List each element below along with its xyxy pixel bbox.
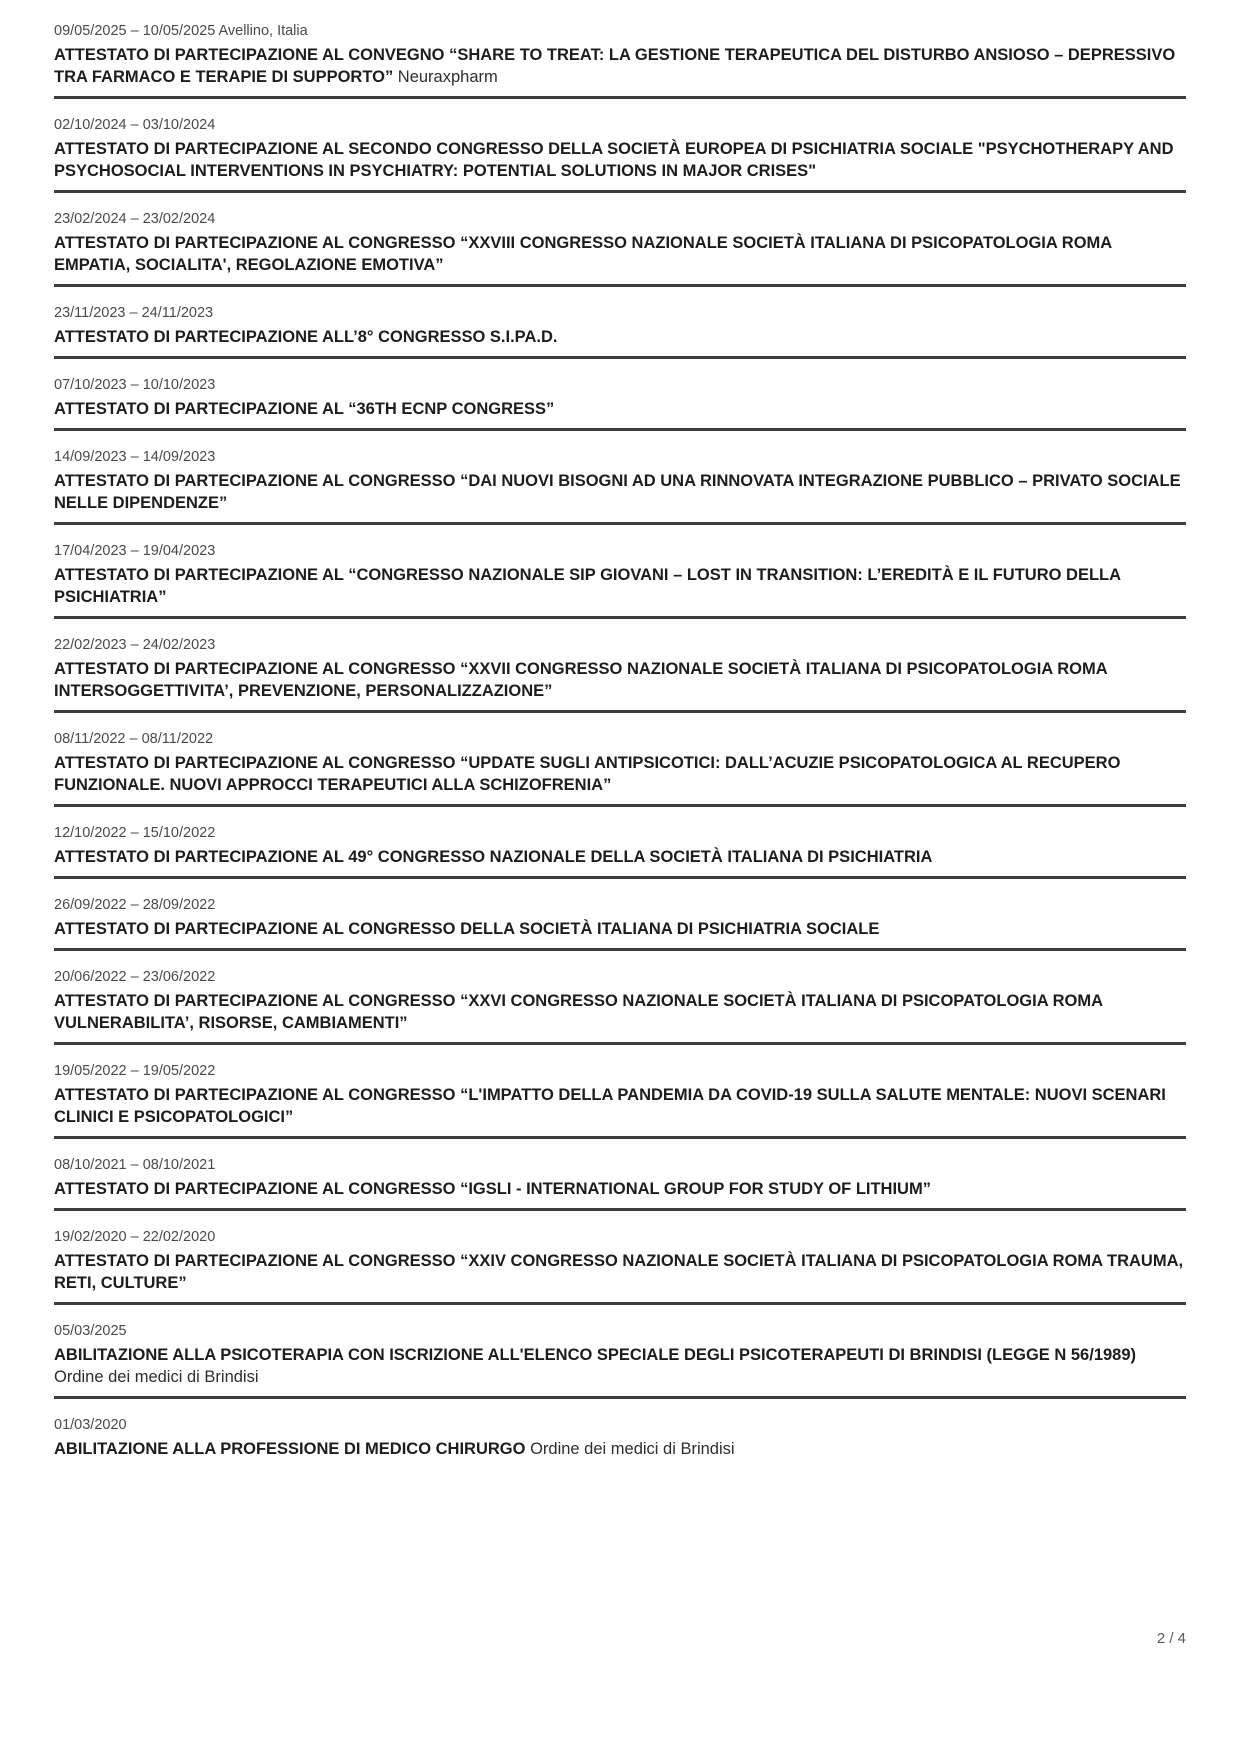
page-number: 2 / 4 bbox=[1156, 1630, 1186, 1647]
entry-divider bbox=[54, 804, 1186, 807]
entry-divider bbox=[54, 876, 1186, 879]
entry-title bbox=[54, 918, 1186, 940]
entry-title-text: ATTESTATO DI PARTECIPAZIONE AL SECONDO CONGRESSO DELLA SOCIETÀ EUROPEA DI PSICHIATRIA SOCIALE "PSYCHOTHERAPY AND PSYCHOSOCIAL INTERVENTIONS IN PSYCHIATRY: POTENTIAL SOLUTIONS IN MAJOR CRISES" bbox=[54, 140, 1174, 180]
entry-title bbox=[54, 564, 1186, 608]
entry-date: 02/10/2024 – 03/10/2024 bbox=[54, 117, 216, 133]
entry-organizer: Ordine dei medici di Brindisi bbox=[54, 1368, 259, 1386]
entry-divider bbox=[54, 1208, 1186, 1211]
entry-divider bbox=[54, 428, 1186, 431]
entry-divider bbox=[54, 284, 1186, 287]
entry-title-text: ATTESTATO DI PARTECIPAZIONE AL CONGRESSO “DAI NUOVI BISOGNI AD UNA RINNOVATA INTEGRAZIONE PUBBLICO – PRIVATO SOCIALE NELLE DIPENDENZE” bbox=[54, 472, 1181, 512]
cv-entry bbox=[54, 1322, 1186, 1399]
entry-title bbox=[54, 44, 1186, 88]
entry-date: 23/02/2024 – 23/02/2024 bbox=[54, 211, 216, 227]
entry-title-text: ATTESTATO DI PARTECIPAZIONE AL CONVEGNO “SHARE TO TREAT: LA GESTIONE TERAPEUTICA DEL DISTURBO ANSIOSO – DEPRESSIVO TRA FARMACO E TERAPIE DI SUPPORTO” bbox=[54, 46, 1176, 86]
cv-entry bbox=[54, 636, 1186, 713]
entry-title-text: ATTESTATO DI PARTECIPAZIONE AL 49° CONGRESSO NAZIONALE DELLA SOCIETÀ ITALIANA DI PSICHIATRIA bbox=[54, 848, 933, 866]
entry-title-text: ATTESTATO DI PARTECIPAZIONE AL CONGRESSO “XXVIII CONGRESSO NAZIONALE SOCIETÀ ITALIANA DI PSICOPATOLOGIA ROMA EMPATIA, SOCIALITA', REGOLAZIONE EMOTIVA” bbox=[54, 234, 1112, 274]
entry-title bbox=[54, 470, 1186, 514]
entry-title-text: ATTESTATO DI PARTECIPAZIONE AL CONGRESSO “L'IMPATTO DELLA PANDEMIA DA COVID-19 SULLA SALUTE MENTALE: NUOVI SCENARI CLINICI E PSICOPATOLOGICI” bbox=[54, 1086, 1166, 1126]
cv-entry bbox=[54, 896, 1186, 951]
entry-date: 12/10/2022 – 15/10/2022 bbox=[54, 825, 216, 841]
entry-title bbox=[54, 1344, 1186, 1388]
entry-title-text: ATTESTATO DI PARTECIPAZIONE AL CONGRESSO DELLA SOCIETÀ ITALIANA DI PSICHIATRIA SOCIALE bbox=[54, 920, 880, 938]
cv-entry bbox=[54, 1156, 1186, 1211]
entry-date: 19/02/2020 – 22/02/2020 bbox=[54, 1229, 216, 1245]
entry-title-text: ATTESTATO DI PARTECIPAZIONE ALL’8° CONGRESSO S.I.PA.D. bbox=[54, 328, 558, 346]
entry-date: 22/02/2023 – 24/02/2023 bbox=[54, 637, 216, 653]
entry-divider bbox=[54, 1302, 1186, 1305]
entry-title-text: ATTESTATO DI PARTECIPAZIONE AL CONGRESSO “IGSLI - INTERNATIONAL GROUP FOR STUDY OF LITHIUM” bbox=[54, 1180, 931, 1198]
cv-entry bbox=[54, 22, 1186, 99]
entry-divider bbox=[54, 522, 1186, 525]
entry-divider bbox=[54, 96, 1186, 99]
entry-title-text: ATTESTATO DI PARTECIPAZIONE AL “CONGRESSO NAZIONALE SIP GIOVANI – LOST IN TRANSITION: L’EREDITÀ E IL FUTURO DELLA PSICHIATRIA” bbox=[54, 566, 1121, 606]
entry-title bbox=[54, 326, 1186, 348]
cv-entry bbox=[54, 304, 1186, 359]
entry-date: 19/05/2022 – 19/05/2022 bbox=[54, 1063, 216, 1079]
cv-entry bbox=[54, 824, 1186, 879]
entry-date: 14/09/2023 – 14/09/2023 bbox=[54, 449, 216, 465]
entry-title-text: ABILITAZIONE ALLA PROFESSIONE DI MEDICO CHIRURGO bbox=[54, 1440, 526, 1458]
entry-title bbox=[54, 846, 1186, 868]
entry-title bbox=[54, 1438, 1186, 1460]
entry-date: 01/03/2020 bbox=[54, 1417, 127, 1433]
cv-entry bbox=[54, 1228, 1186, 1305]
cv-entry bbox=[54, 968, 1186, 1045]
entry-title-text: ATTESTATO DI PARTECIPAZIONE AL CONGRESSO “UPDATE SUGLI ANTIPSICOTICI: DALL’ACUZIE PSICOPATOLOGICA AL RECUPERO FUNZIONALE. NUOVI APPROCCI TERAPEUTICI ALLA SCHIZOFRENIA” bbox=[54, 754, 1121, 794]
entry-title bbox=[54, 398, 1186, 420]
cv-entry bbox=[54, 376, 1186, 431]
entry-date: 17/04/2023 – 19/04/2023 bbox=[54, 543, 216, 559]
cv-entry bbox=[54, 730, 1186, 807]
entry-date: 09/05/2025 – 10/05/2025 Avellino, Italia bbox=[54, 23, 308, 39]
entry-divider bbox=[54, 616, 1186, 619]
entry-title bbox=[54, 1178, 1186, 1200]
entry-title bbox=[54, 1084, 1186, 1128]
entry-title-text: ATTESTATO DI PARTECIPAZIONE AL CONGRESSO “XXVI CONGRESSO NAZIONALE SOCIETÀ ITALIANA DI PSICOPATOLOGIA ROMA VULNERABILITA’, RISORSE, CAMBIAMENTI” bbox=[54, 992, 1103, 1032]
entry-title bbox=[54, 990, 1186, 1034]
entry-date: 23/11/2023 – 24/11/2023 bbox=[54, 305, 214, 321]
cv-entry bbox=[54, 448, 1186, 525]
entry-divider bbox=[54, 1042, 1186, 1045]
entry-divider bbox=[54, 190, 1186, 193]
entry-date: 08/10/2021 – 08/10/2021 bbox=[54, 1157, 216, 1173]
entry-organizer: Neuraxpharm bbox=[393, 68, 498, 86]
cv-entry bbox=[54, 1062, 1186, 1139]
cv-entry bbox=[54, 1416, 1186, 1460]
entry-title-text: ATTESTATO DI PARTECIPAZIONE AL CONGRESSO “XXVII CONGRESSO NAZIONALE SOCIETÀ ITALIANA DI PSICOPATOLOGIA ROMA INTERSOGGETTIVITA’, PREVENZIONE, PERSONALIZZAZIONE” bbox=[54, 660, 1107, 700]
entry-title bbox=[54, 752, 1186, 796]
entry-divider bbox=[54, 1136, 1186, 1139]
entry-title-text: ATTESTATO DI PARTECIPAZIONE AL “36TH ECNP CONGRESS” bbox=[54, 400, 555, 418]
entry-divider bbox=[54, 710, 1186, 713]
entry-title-text: ABILITAZIONE ALLA PSICOTERAPIA CON ISCRIZIONE ALL'ELENCO SPECIALE DEGLI PSICOTERAPEUTI DI BRINDISI (LEGGE N 56/1989) bbox=[54, 1346, 1137, 1364]
entry-title bbox=[54, 1250, 1186, 1294]
cv-entry bbox=[54, 116, 1186, 193]
entry-organizer: Ordine dei medici di Brindisi bbox=[525, 1440, 735, 1458]
entry-title-text: ATTESTATO DI PARTECIPAZIONE AL CONGRESSO “XXIV CONGRESSO NAZIONALE SOCIETÀ ITALIANA DI PSICOPATOLOGIA ROMA TRAUMA, RETI, CULTURE” bbox=[54, 1252, 1184, 1292]
entry-title bbox=[54, 658, 1186, 702]
cv-entry bbox=[54, 210, 1186, 287]
entry-title bbox=[54, 232, 1186, 276]
entry-date: 20/06/2022 – 23/06/2022 bbox=[54, 969, 216, 985]
cv-entries-list bbox=[54, 22, 1186, 1477]
entry-divider bbox=[54, 948, 1186, 951]
entry-date: 07/10/2023 – 10/10/2023 bbox=[54, 377, 216, 393]
entry-divider bbox=[54, 1396, 1186, 1399]
entry-date: 08/11/2022 – 08/11/2022 bbox=[54, 731, 214, 747]
entry-date: 26/09/2022 – 28/09/2022 bbox=[54, 897, 216, 913]
entry-date: 05/03/2025 bbox=[54, 1323, 127, 1339]
entry-divider bbox=[54, 356, 1186, 359]
entry-title bbox=[54, 138, 1186, 182]
cv-entry bbox=[54, 542, 1186, 619]
